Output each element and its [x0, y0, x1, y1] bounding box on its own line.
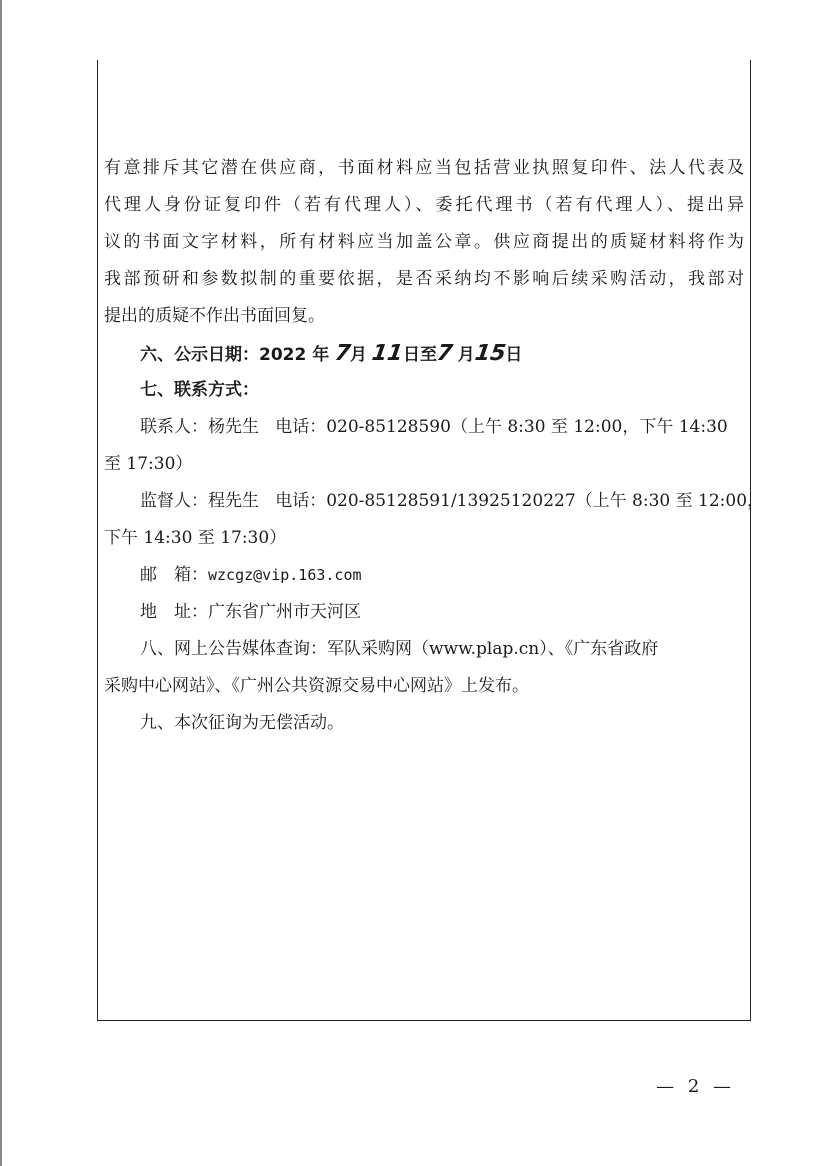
handwritten-start-month: 7 [332, 341, 352, 366]
body-line: 我部预研和参数拟制的重要依据，是否采纳均不影响后续采购活动，我部对 [104, 269, 744, 289]
handwritten-end-month: 7 [435, 341, 455, 366]
supervisor-line [104, 483, 765, 520]
scan-edge [0, 0, 2, 1166]
contact-phone-label: 电话： [275, 417, 327, 437]
month-label-2: 月 [457, 345, 475, 365]
section-6-publicity-date [104, 335, 744, 372]
supervisor-phone-label: 电话： [275, 491, 327, 511]
supervisor-phone: 020-85128591/13925120227 [326, 491, 576, 511]
supervisor-name: 程先生 [208, 491, 259, 511]
contact-hours: （上午 8:30 至 12:00，下午 14:30 [450, 417, 728, 437]
email-address: wzcgz@vip.163.com [208, 566, 362, 584]
supervisor-label: 监督人： [140, 491, 208, 511]
email-line [104, 557, 744, 594]
contact-phone: 020-85128590 [326, 417, 451, 437]
contact-person-line [104, 409, 744, 446]
address-label: 地 址： [140, 602, 208, 622]
body-line: 提出的质疑不作出书面回复。 [104, 306, 325, 326]
handwritten-start-day: 11 [370, 341, 405, 366]
document-body [104, 150, 765, 742]
section-8-line2: 采购中心网站》、《广州公共资源交易中心网站》上发布。 [104, 676, 529, 696]
supervisor-hours-continued: 下午 14:30 至 17:30） [104, 528, 287, 548]
contact-label: 联系人： [140, 417, 208, 437]
month-label: 月 [349, 345, 367, 365]
body-line: 议的书面文字材料，所有材料应当加盖公章。供应商提出的质疑材料将作为 [104, 232, 744, 252]
contact-hours-continued: 至 17:30） [104, 454, 193, 474]
address-value: 广东省广州市天河区 [208, 602, 361, 622]
contact-name: 杨先生 [208, 417, 259, 437]
section-8-line1: 八、网上公告媒体查询：军队采购网（www.plap.cn）、《广东省政府 [140, 639, 659, 659]
body-line: 有意排斥其它潜在供应商，书面材料应当包括营业执照复印件、法人代表及 [104, 158, 744, 178]
section-7-heading: 七、联系方式： [140, 380, 259, 400]
day-label: 日 [505, 345, 523, 365]
section-6-heading: 六、公示日期： [140, 345, 259, 365]
section-9-text: 九、本次征询为无偿活动。 [140, 713, 344, 733]
body-line: 代理人身份证复印件（若有代理人）、委托代理书（若有代理人）、提出异 [104, 195, 744, 215]
to-text: 日至 [402, 345, 437, 365]
email-label: 邮 箱： [140, 565, 208, 585]
handwritten-end-day: 15 [472, 341, 508, 366]
page-number: — 2 — [656, 1076, 735, 1097]
year-text: 2022 年 [259, 345, 330, 365]
address-line [104, 594, 744, 631]
supervisor-hours: （上午 8:30 至 12:00， [575, 491, 765, 511]
